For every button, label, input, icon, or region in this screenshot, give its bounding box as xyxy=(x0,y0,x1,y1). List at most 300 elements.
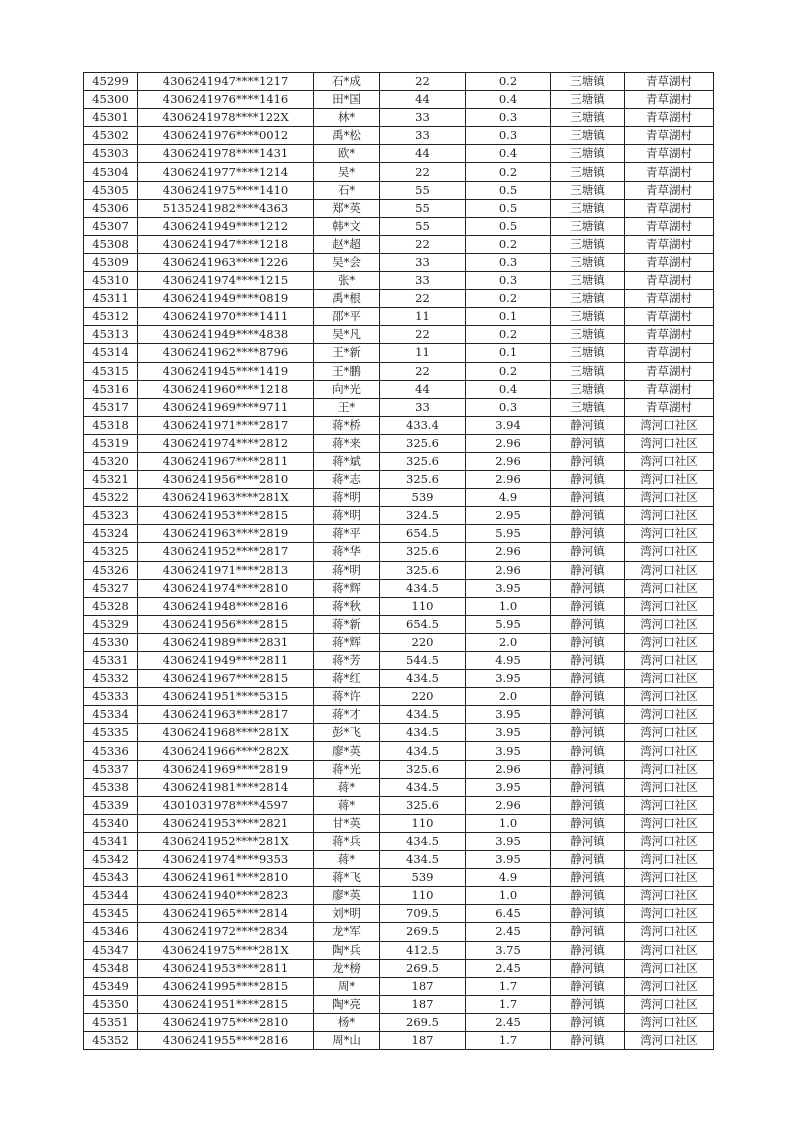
amount-cell: 269.5 xyxy=(380,959,466,977)
area-cell: 0.1 xyxy=(466,344,551,362)
amount-cell: 44 xyxy=(380,91,466,109)
area-cell: 0.5 xyxy=(466,217,551,235)
amount-cell: 325.6 xyxy=(380,561,466,579)
table-row xyxy=(84,471,714,489)
id-number-cell: 4306241968****281X xyxy=(138,724,314,742)
area-cell: 4.95 xyxy=(466,652,551,670)
amount-cell: 220 xyxy=(380,688,466,706)
amount-cell: 544.5 xyxy=(380,652,466,670)
amount-cell: 434.5 xyxy=(380,778,466,796)
table-row xyxy=(84,507,714,525)
table-row xyxy=(84,253,714,271)
village-cell: 青草湖村 xyxy=(625,199,714,217)
town-cell: 静河镇 xyxy=(551,742,625,760)
id-number-cell: 4306241963****2817 xyxy=(138,706,314,724)
row-number-cell: 45323 xyxy=(84,507,138,525)
name-cell: 林* xyxy=(314,109,380,127)
name-cell: 向*光 xyxy=(314,380,380,398)
table-row xyxy=(84,597,714,615)
name-cell: 蒋*光 xyxy=(314,760,380,778)
area-cell: 1.7 xyxy=(466,995,551,1013)
table-row xyxy=(84,272,714,290)
row-number-cell: 45335 xyxy=(84,724,138,742)
village-cell: 湾河口社区 xyxy=(625,977,714,995)
name-cell: 王* xyxy=(314,398,380,416)
village-cell: 湾河口社区 xyxy=(625,452,714,470)
table-row xyxy=(84,814,714,832)
row-number-cell: 45306 xyxy=(84,199,138,217)
id-number-cell: 4306241953****2811 xyxy=(138,959,314,977)
row-number-cell: 45346 xyxy=(84,923,138,941)
row-number-cell: 45322 xyxy=(84,489,138,507)
id-number-cell: 4306241953****2815 xyxy=(138,507,314,525)
row-number-cell: 45327 xyxy=(84,579,138,597)
amount-cell: 434.5 xyxy=(380,742,466,760)
amount-cell: 55 xyxy=(380,199,466,217)
village-cell: 湾河口社区 xyxy=(625,670,714,688)
table-row xyxy=(84,217,714,235)
village-cell: 青草湖村 xyxy=(625,217,714,235)
area-cell: 2.45 xyxy=(466,959,551,977)
town-cell: 静河镇 xyxy=(551,706,625,724)
table-row xyxy=(84,869,714,887)
row-number-cell: 45331 xyxy=(84,652,138,670)
id-number-cell: 4306241976****1416 xyxy=(138,91,314,109)
area-cell: 0.5 xyxy=(466,181,551,199)
row-number-cell: 45332 xyxy=(84,670,138,688)
village-cell: 湾河口社区 xyxy=(625,742,714,760)
table-row xyxy=(84,760,714,778)
row-number-cell: 45349 xyxy=(84,977,138,995)
amount-cell: 325.6 xyxy=(380,434,466,452)
table-row xyxy=(84,941,714,959)
name-cell: 吴*凡 xyxy=(314,326,380,344)
row-number-cell: 45320 xyxy=(84,452,138,470)
village-cell: 湾河口社区 xyxy=(625,615,714,633)
id-number-cell: 4306241976****0012 xyxy=(138,127,314,145)
row-number-cell: 45347 xyxy=(84,941,138,959)
name-cell: 王*鹏 xyxy=(314,362,380,380)
name-cell: 蒋*飞 xyxy=(314,869,380,887)
table-row xyxy=(84,543,714,561)
town-cell: 静河镇 xyxy=(551,597,625,615)
town-cell: 静河镇 xyxy=(551,543,625,561)
village-cell: 湾河口社区 xyxy=(625,1013,714,1031)
row-number-cell: 45340 xyxy=(84,814,138,832)
row-number-cell: 45352 xyxy=(84,1031,138,1049)
name-cell: 蒋* xyxy=(314,851,380,869)
town-cell: 静河镇 xyxy=(551,471,625,489)
village-cell: 湾河口社区 xyxy=(625,832,714,850)
area-cell: 0.5 xyxy=(466,199,551,217)
row-number-cell: 45336 xyxy=(84,742,138,760)
id-number-cell: 4306241978****1431 xyxy=(138,145,314,163)
area-cell: 3.95 xyxy=(466,742,551,760)
area-cell: 2.96 xyxy=(466,760,551,778)
row-number-cell: 45301 xyxy=(84,109,138,127)
area-cell: 1.7 xyxy=(466,1031,551,1049)
name-cell: 吴*会 xyxy=(314,253,380,271)
table-row xyxy=(84,380,714,398)
table-row xyxy=(84,109,714,127)
name-cell: 蒋* xyxy=(314,796,380,814)
town-cell: 静河镇 xyxy=(551,778,625,796)
area-cell: 2.96 xyxy=(466,471,551,489)
row-number-cell: 45343 xyxy=(84,869,138,887)
amount-cell: 22 xyxy=(380,163,466,181)
village-cell: 湾河口社区 xyxy=(625,923,714,941)
row-number-cell: 45351 xyxy=(84,1013,138,1031)
town-cell: 三塘镇 xyxy=(551,398,625,416)
area-cell: 3.95 xyxy=(466,724,551,742)
area-cell: 5.95 xyxy=(466,615,551,633)
row-number-cell: 45318 xyxy=(84,416,138,434)
row-number-cell: 45303 xyxy=(84,145,138,163)
village-cell: 湾河口社区 xyxy=(625,543,714,561)
village-cell: 青草湖村 xyxy=(625,253,714,271)
area-cell: 3.95 xyxy=(466,706,551,724)
table-row xyxy=(84,670,714,688)
table-row xyxy=(84,326,714,344)
table-row xyxy=(84,199,714,217)
area-cell: 4.9 xyxy=(466,869,551,887)
name-cell: 蒋*许 xyxy=(314,688,380,706)
area-cell: 0.2 xyxy=(466,326,551,344)
row-number-cell: 45328 xyxy=(84,597,138,615)
id-number-cell: 4306241963****1226 xyxy=(138,253,314,271)
village-cell: 青草湖村 xyxy=(625,290,714,308)
village-cell: 湾河口社区 xyxy=(625,760,714,778)
table-row xyxy=(84,145,714,163)
area-cell: 3.95 xyxy=(466,579,551,597)
town-cell: 三塘镇 xyxy=(551,272,625,290)
area-cell: 0.3 xyxy=(466,127,551,145)
town-cell: 静河镇 xyxy=(551,615,625,633)
id-number-cell: 4306241952****2817 xyxy=(138,543,314,561)
amount-cell: 22 xyxy=(380,290,466,308)
town-cell: 三塘镇 xyxy=(551,217,625,235)
amount-cell: 33 xyxy=(380,109,466,127)
town-cell: 三塘镇 xyxy=(551,344,625,362)
name-cell: 吴* xyxy=(314,163,380,181)
id-number-cell: 4306241947****1217 xyxy=(138,73,314,91)
table-row xyxy=(84,706,714,724)
id-number-cell: 4306241978****122X xyxy=(138,109,314,127)
table-row xyxy=(84,742,714,760)
id-number-cell: 4306241951****2815 xyxy=(138,995,314,1013)
name-cell: 石*成 xyxy=(314,73,380,91)
area-cell: 0.3 xyxy=(466,398,551,416)
id-number-cell: 4306241951****5315 xyxy=(138,688,314,706)
town-cell: 三塘镇 xyxy=(551,91,625,109)
table-row xyxy=(84,579,714,597)
town-cell: 三塘镇 xyxy=(551,163,625,181)
id-number-cell: 4306241965****2814 xyxy=(138,905,314,923)
area-cell: 2.0 xyxy=(466,688,551,706)
town-cell: 静河镇 xyxy=(551,452,625,470)
area-cell: 3.95 xyxy=(466,778,551,796)
name-cell: 韩*文 xyxy=(314,217,380,235)
row-number-cell: 45305 xyxy=(84,181,138,199)
area-cell: 0.3 xyxy=(466,272,551,290)
row-number-cell: 45300 xyxy=(84,91,138,109)
table-row xyxy=(84,995,714,1013)
amount-cell: 187 xyxy=(380,995,466,1013)
town-cell: 静河镇 xyxy=(551,887,625,905)
amount-cell: 709.5 xyxy=(380,905,466,923)
table-row xyxy=(84,416,714,434)
village-cell: 青草湖村 xyxy=(625,73,714,91)
table-row xyxy=(84,344,714,362)
name-cell: 蒋*辉 xyxy=(314,579,380,597)
town-cell: 静河镇 xyxy=(551,688,625,706)
area-cell: 2.95 xyxy=(466,507,551,525)
town-cell: 静河镇 xyxy=(551,416,625,434)
row-number-cell: 45321 xyxy=(84,471,138,489)
id-number-cell: 4306241967****2815 xyxy=(138,670,314,688)
name-cell: 蒋*明 xyxy=(314,507,380,525)
town-cell: 静河镇 xyxy=(551,941,625,959)
amount-cell: 539 xyxy=(380,489,466,507)
name-cell: 田*国 xyxy=(314,91,380,109)
amount-cell: 433.4 xyxy=(380,416,466,434)
amount-cell: 22 xyxy=(380,73,466,91)
amount-cell: 434.5 xyxy=(380,670,466,688)
id-number-cell: 4306241970****1411 xyxy=(138,308,314,326)
amount-cell: 325.6 xyxy=(380,760,466,778)
village-cell: 湾河口社区 xyxy=(625,561,714,579)
area-cell: 0.4 xyxy=(466,380,551,398)
amount-cell: 220 xyxy=(380,633,466,651)
amount-cell: 22 xyxy=(380,235,466,253)
row-number-cell: 45319 xyxy=(84,434,138,452)
table-row xyxy=(84,163,714,181)
id-number-cell: 4306241966****282X xyxy=(138,742,314,760)
town-cell: 三塘镇 xyxy=(551,181,625,199)
row-number-cell: 45312 xyxy=(84,308,138,326)
area-cell: 1.0 xyxy=(466,887,551,905)
area-cell: 0.2 xyxy=(466,362,551,380)
table-row xyxy=(84,181,714,199)
id-number-cell: 4306241969****2819 xyxy=(138,760,314,778)
id-number-cell: 4306241974****1215 xyxy=(138,272,314,290)
town-cell: 三塘镇 xyxy=(551,380,625,398)
area-cell: 3.75 xyxy=(466,941,551,959)
amount-cell: 325.6 xyxy=(380,471,466,489)
name-cell: 蒋*兵 xyxy=(314,832,380,850)
area-cell: 2.45 xyxy=(466,1013,551,1031)
row-number-cell: 45316 xyxy=(84,380,138,398)
amount-cell: 11 xyxy=(380,308,466,326)
amount-cell: 434.5 xyxy=(380,851,466,869)
name-cell: 蒋*才 xyxy=(314,706,380,724)
town-cell: 三塘镇 xyxy=(551,73,625,91)
village-cell: 青草湖村 xyxy=(625,398,714,416)
row-number-cell: 45334 xyxy=(84,706,138,724)
village-cell: 湾河口社区 xyxy=(625,959,714,977)
row-number-cell: 45344 xyxy=(84,887,138,905)
village-cell: 青草湖村 xyxy=(625,163,714,181)
town-cell: 静河镇 xyxy=(551,670,625,688)
table-row xyxy=(84,362,714,380)
name-cell: 禹*根 xyxy=(314,290,380,308)
data-table xyxy=(83,72,714,1050)
id-number-cell: 4306241948****2816 xyxy=(138,597,314,615)
village-cell: 青草湖村 xyxy=(625,91,714,109)
name-cell: 蒋*芳 xyxy=(314,652,380,670)
row-number-cell: 45339 xyxy=(84,796,138,814)
village-cell: 青草湖村 xyxy=(625,326,714,344)
id-number-cell: 4306241971****2817 xyxy=(138,416,314,434)
town-cell: 三塘镇 xyxy=(551,109,625,127)
village-cell: 青草湖村 xyxy=(625,380,714,398)
amount-cell: 110 xyxy=(380,814,466,832)
id-number-cell: 4306241971****2813 xyxy=(138,561,314,579)
area-cell: 0.2 xyxy=(466,73,551,91)
amount-cell: 269.5 xyxy=(380,923,466,941)
name-cell: 蒋*明 xyxy=(314,489,380,507)
id-number-cell: 4306241955****2816 xyxy=(138,1031,314,1049)
name-cell: 杨* xyxy=(314,1013,380,1031)
village-cell: 青草湖村 xyxy=(625,308,714,326)
id-number-cell: 4306241989****2831 xyxy=(138,633,314,651)
village-cell: 湾河口社区 xyxy=(625,887,714,905)
area-cell: 5.95 xyxy=(466,525,551,543)
id-number-cell: 4306241975****1410 xyxy=(138,181,314,199)
amount-cell: 434.5 xyxy=(380,579,466,597)
row-number-cell: 45338 xyxy=(84,778,138,796)
area-cell: 3.95 xyxy=(466,851,551,869)
area-cell: 3.95 xyxy=(466,832,551,850)
table-row xyxy=(84,905,714,923)
row-number-cell: 45329 xyxy=(84,615,138,633)
table-row xyxy=(84,434,714,452)
name-cell: 蒋*明 xyxy=(314,561,380,579)
name-cell: 蒋*华 xyxy=(314,543,380,561)
row-number-cell: 45299 xyxy=(84,73,138,91)
id-number-cell: 4306241963****2819 xyxy=(138,525,314,543)
amount-cell: 110 xyxy=(380,887,466,905)
town-cell: 三塘镇 xyxy=(551,290,625,308)
village-cell: 湾河口社区 xyxy=(625,434,714,452)
area-cell: 1.0 xyxy=(466,597,551,615)
name-cell: 蒋*桥 xyxy=(314,416,380,434)
village-cell: 青草湖村 xyxy=(625,344,714,362)
id-number-cell: 4306241974****9353 xyxy=(138,851,314,869)
name-cell: 龙*军 xyxy=(314,923,380,941)
amount-cell: 539 xyxy=(380,869,466,887)
village-cell: 湾河口社区 xyxy=(625,724,714,742)
row-number-cell: 45317 xyxy=(84,398,138,416)
name-cell: 蒋* xyxy=(314,778,380,796)
name-cell: 蒋*秋 xyxy=(314,597,380,615)
name-cell: 邵*平 xyxy=(314,308,380,326)
id-number-cell: 4306241974****2812 xyxy=(138,434,314,452)
name-cell: 周*山 xyxy=(314,1031,380,1049)
id-number-cell: 4306241961****2810 xyxy=(138,869,314,887)
area-cell: 4.9 xyxy=(466,489,551,507)
table-row xyxy=(84,923,714,941)
town-cell: 静河镇 xyxy=(551,434,625,452)
area-cell: 6.45 xyxy=(466,905,551,923)
town-cell: 静河镇 xyxy=(551,489,625,507)
name-cell: 刘*明 xyxy=(314,905,380,923)
amount-cell: 434.5 xyxy=(380,832,466,850)
amount-cell: 187 xyxy=(380,977,466,995)
area-cell: 0.2 xyxy=(466,163,551,181)
table-row xyxy=(84,1013,714,1031)
name-cell: 周* xyxy=(314,977,380,995)
town-cell: 静河镇 xyxy=(551,832,625,850)
name-cell: 赵*超 xyxy=(314,235,380,253)
area-cell: 3.94 xyxy=(466,416,551,434)
id-number-cell: 4306241953****2821 xyxy=(138,814,314,832)
area-cell: 0.3 xyxy=(466,253,551,271)
area-cell: 2.0 xyxy=(466,633,551,651)
amount-cell: 11 xyxy=(380,344,466,362)
amount-cell: 33 xyxy=(380,398,466,416)
area-cell: 0.3 xyxy=(466,109,551,127)
town-cell: 三塘镇 xyxy=(551,326,625,344)
town-cell: 静河镇 xyxy=(551,507,625,525)
row-number-cell: 45350 xyxy=(84,995,138,1013)
id-number-cell: 4306241949****1212 xyxy=(138,217,314,235)
name-cell: 廖*英 xyxy=(314,742,380,760)
table-row xyxy=(84,851,714,869)
table-row xyxy=(84,832,714,850)
town-cell: 静河镇 xyxy=(551,814,625,832)
name-cell: 廖*英 xyxy=(314,887,380,905)
table-row xyxy=(84,724,714,742)
id-number-cell: 4306241969****9711 xyxy=(138,398,314,416)
name-cell: 蒋*斌 xyxy=(314,452,380,470)
town-cell: 三塘镇 xyxy=(551,145,625,163)
amount-cell: 325.6 xyxy=(380,452,466,470)
village-cell: 湾河口社区 xyxy=(625,1031,714,1049)
id-number-cell: 4306241972****2834 xyxy=(138,923,314,941)
town-cell: 静河镇 xyxy=(551,760,625,778)
name-cell: 陶*兵 xyxy=(314,941,380,959)
amount-cell: 434.5 xyxy=(380,706,466,724)
town-cell: 静河镇 xyxy=(551,525,625,543)
table-row xyxy=(84,1031,714,1049)
name-cell: 龙*榜 xyxy=(314,959,380,977)
table-row xyxy=(84,688,714,706)
town-cell: 静河镇 xyxy=(551,869,625,887)
row-number-cell: 45308 xyxy=(84,235,138,253)
name-cell: 张* xyxy=(314,272,380,290)
name-cell: 蒋*平 xyxy=(314,525,380,543)
amount-cell: 269.5 xyxy=(380,1013,466,1031)
village-cell: 湾河口社区 xyxy=(625,525,714,543)
amount-cell: 44 xyxy=(380,380,466,398)
row-number-cell: 45324 xyxy=(84,525,138,543)
village-cell: 青草湖村 xyxy=(625,181,714,199)
name-cell: 石* xyxy=(314,181,380,199)
name-cell: 禹*松 xyxy=(314,127,380,145)
table-row xyxy=(84,959,714,977)
amount-cell: 324.5 xyxy=(380,507,466,525)
amount-cell: 654.5 xyxy=(380,525,466,543)
village-cell: 青草湖村 xyxy=(625,145,714,163)
id-number-cell: 4306241975****281X xyxy=(138,941,314,959)
village-cell: 湾河口社区 xyxy=(625,995,714,1013)
town-cell: 静河镇 xyxy=(551,977,625,995)
village-cell: 湾河口社区 xyxy=(625,652,714,670)
area-cell: 0.4 xyxy=(466,145,551,163)
village-cell: 青草湖村 xyxy=(625,362,714,380)
table-body xyxy=(84,73,714,1050)
